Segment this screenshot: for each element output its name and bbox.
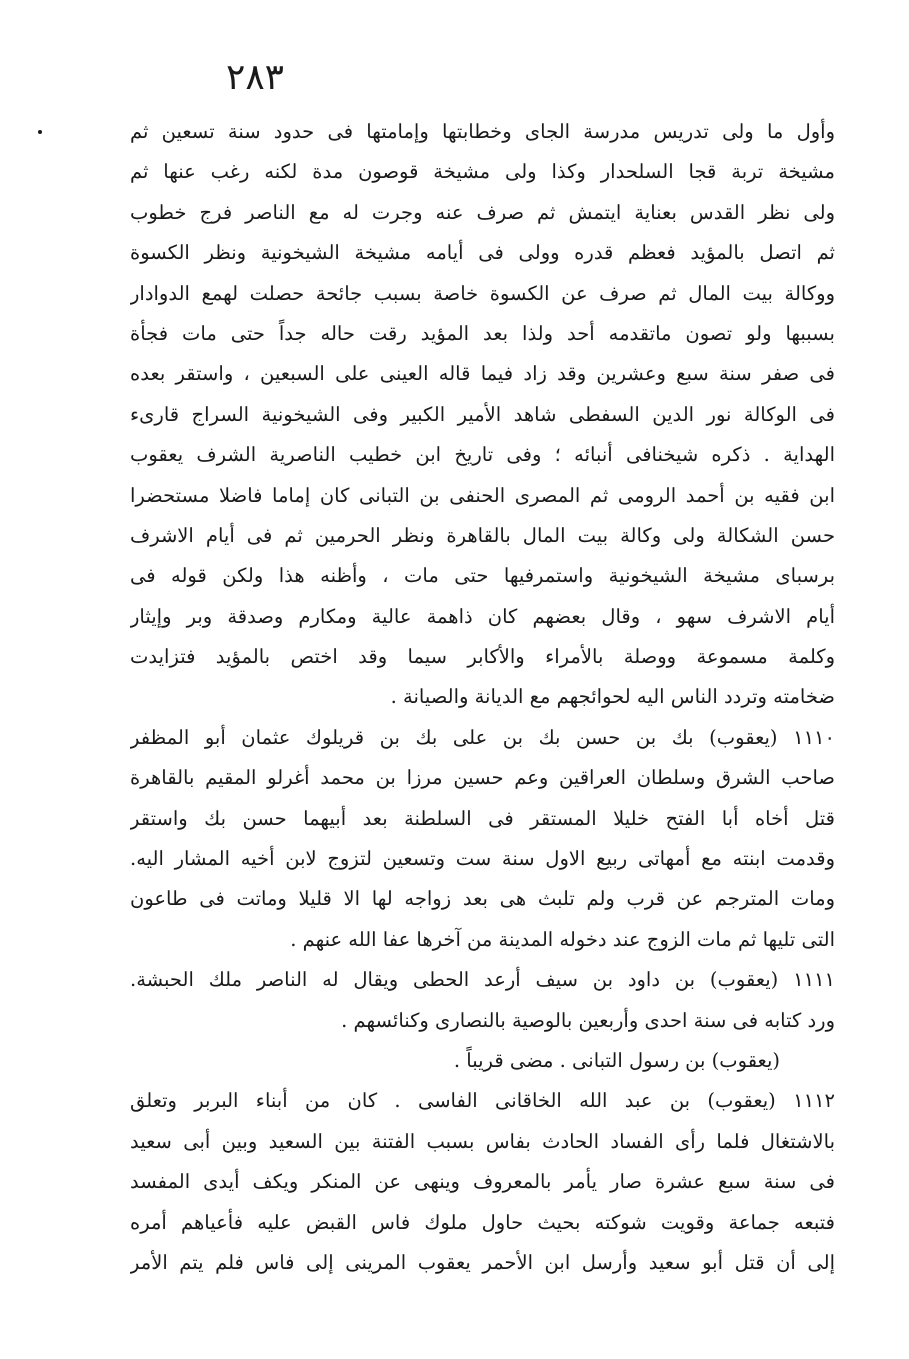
- text-line: بسببها ولو تصون ماتقدمه أحد ولذا بعد المؤيد رقت حاله جداً حتى مات فجأة: [130, 321, 835, 345]
- text-line: بالاشتغال فلما رأى الفساد الحادث بفاس بسبب الفتنة بين السعيد وبين أبى سعيد: [130, 1129, 835, 1153]
- text-line: فى سنة سبع عشرة صار يأمر بالمعروف وينهى عن المنكر ويكف أيدى المفسد: [130, 1170, 835, 1194]
- entry-heading-line: ١١١٢ (يعقوب) بن عبد الله الخاقانى الفاسى . كان من أبناء البربر وتعلق: [130, 1089, 835, 1113]
- text-line: ووكالة بيت المال ثم صرف عن الكسوة خاصة بسبب جائحة حصلت لهمع الدوادار: [130, 281, 835, 305]
- text-line: ولى نظر القدس بعناية ايتمش ثم صرف عنه وجرت له مع الناصر فرج خطوب: [130, 200, 835, 224]
- text-line: مشيخة تربة قجا السلحدار وكذا ولى مشيخة قوصون مدة لكنه رغب عنها ثم: [130, 160, 835, 184]
- text-line: الهداية . ذكره شيخنافى أنبائه ؛ وفى تاريخ ابن خطيب الناصرية الشرف يعقوب: [130, 443, 835, 467]
- text-line: حسن الشكالة ولى وكالة بيت المال بالقاهرة ونظر الحرمين ثم فى أيام الاشرف: [130, 523, 835, 547]
- text-line: برسباى مشيخة الشيخونية واستمرفيها حتى مات ، وأظنه هذا ولكن قوله فى: [130, 564, 835, 588]
- text-line: وقدمت ابنته مع أمهاتى ربيع الاول سنة ست وتسعين لتزوج لابن أخيه المشار اليه.: [130, 847, 835, 871]
- text-line: ضخامته وتردد الناس اليه لحوائجهم مع الديانة والصيانة .: [390, 685, 835, 709]
- text-line: ومات المترجم عن قرب ولم تلبث هى بعد زواجه لها الا قليلا وماتت فى طاعون: [130, 887, 835, 911]
- text-line: فى صفر سنة سبع وعشرين وقد زاد فيما قاله العينى على السبعين ، واستقر بعده: [130, 362, 835, 386]
- text-line: أيام الاشرف سهو ، وقال بعضهم كان ذاهمة عالية ومكارم وصدقة وبر وإيثار: [130, 604, 835, 628]
- text-line: ثم اتصل بالمؤيد فعظم قدره وولى فى أيامه مشيخة الشيخونية ونظر الكسوة: [130, 241, 835, 265]
- text-line: ورد كتابه فى سنة احدى وأربعين بالوصية بالنصارى وكنائسهم .: [341, 1008, 835, 1032]
- text-line: إلى أن قتل أبو سعيد وأرسل ابن الأحمر يعقوب المرينى إلى فاس فلم يتم الأمر: [130, 1250, 835, 1274]
- text-line: التى تليها ثم مات الزوج عند دخوله المدينة من آخرها عفا الله عنهم .: [290, 927, 835, 951]
- text-line: فتبعه جماعة وقويت شوكته بحيث حاول ملوك فاس القبض عليه فأعياهم أمره: [130, 1210, 835, 1234]
- text-line: وأول ما ولى تدريس مدرسة الجاى وخطابتها وإمامتها فى حدود سنة تسعين ثم: [130, 120, 835, 143]
- text-line: قتل أخاه أبا الفتح خليلا المستقر فى السلطنة بعد أبيهما حسن بك واستقر: [130, 806, 835, 830]
- body-text: [130, 112, 835, 1283]
- cross-reference-line: (يعقوب) بن رسول التبانى . مضى قريباً .: [453, 1048, 780, 1072]
- text-line: ابن فقيه بن أحمد الرومى ثم المصرى الحنفى بن التبانى كان إماما فاضلا مستحضرا: [130, 483, 835, 507]
- text-line: صاحب الشرق وسلطان العراقين وعم حسين مرزا بن محمد أغرلو المقيم بالقاهرة: [130, 766, 835, 790]
- entry-heading-line: ١١١١ (يعقوب) بن داود بن سيف أرعد الحطى ويقال له الناصر ملك الحبشة.: [130, 968, 835, 992]
- entry-heading-line: ١١١٠ (يعقوب) بك بن حسن بك بن على بك بن قريلوك عثمان أبو المظفر: [130, 725, 835, 749]
- margin-dot: [38, 130, 42, 134]
- page-number: ٢٨٣: [225, 57, 284, 98]
- text-line: فى الوكالة نور الدين السفطى شاهد الأمير الكبير وفى الشيخونية السراج قارىء: [130, 402, 835, 426]
- text-line: وكلمة مسموعة ووصلة بالأمراء والأكابر سيما وقد اختص بالمؤيد فتزايدت: [130, 645, 835, 669]
